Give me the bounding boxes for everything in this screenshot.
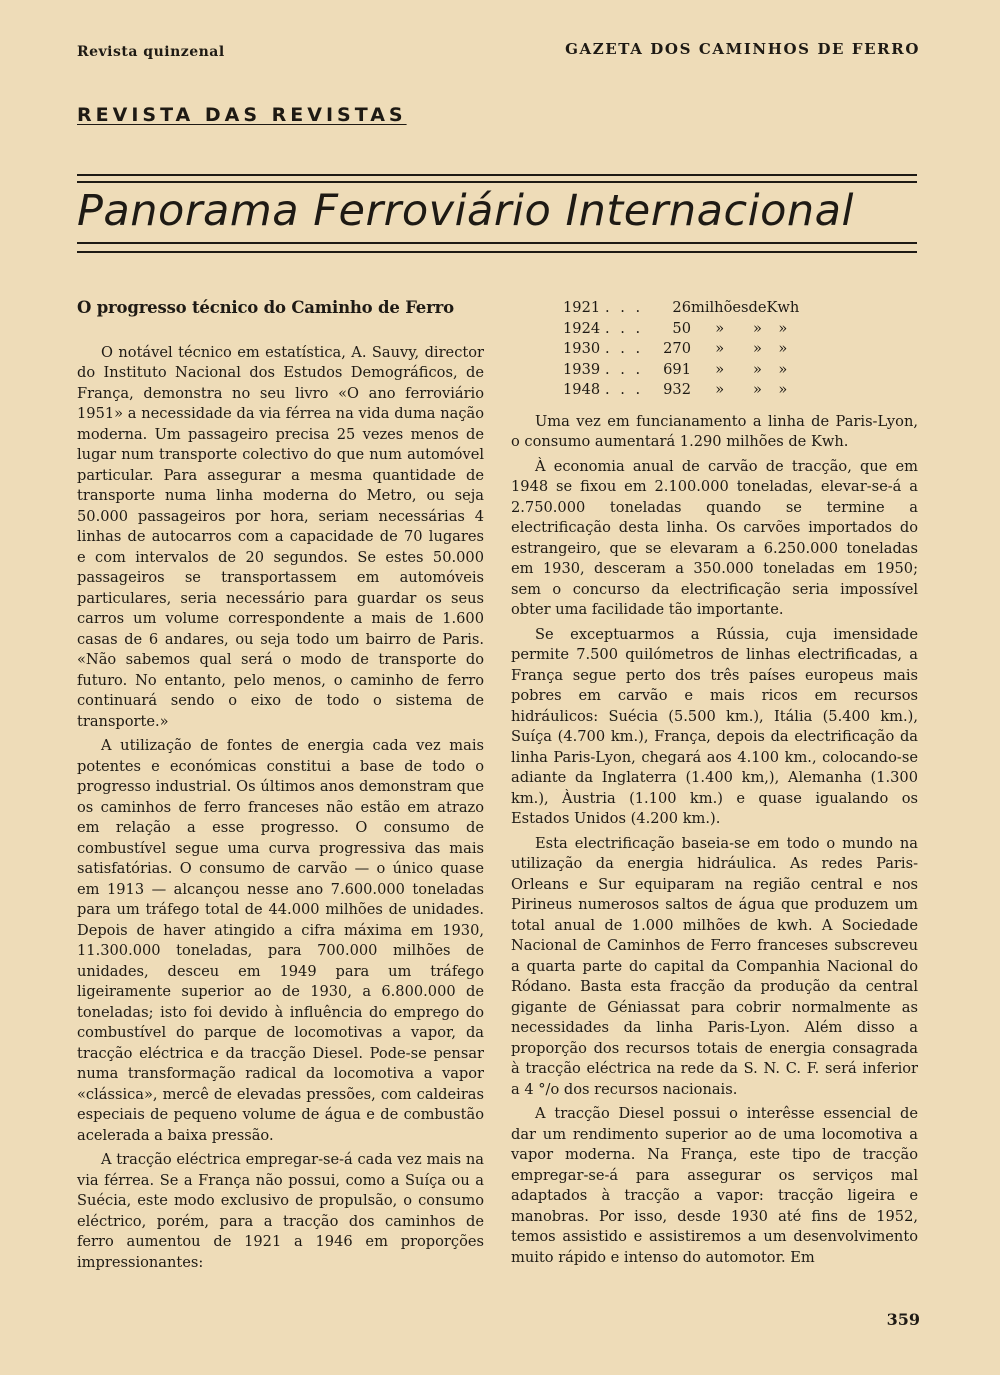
left-column	[77, 298, 484, 1277]
consumption-table	[563, 298, 799, 401]
year-cell: 1939	[563, 360, 601, 378]
paragraph: O notável técnico em estatística, A. Sauvy, director do Instituto Nacional dos Estudos Demográficos, de França, demonstra no seu livro «O ano ferroviário 1951» a necessidade da via férrea na vida duma nação moderna. Um passageiro precisa 25 vezes menos de lugar num transporte colectivo do que num automóvel particular. Para assegurar a mesma quantidade de transporte numa linha moderna do Metro, ou seja 50.000 passageiros por hora, seriam necessárias 4 linhas de autocarros com a capacidade de 70 lugares e com intervalos de 20 segundos. Se estes 50.000 passageiros se transportassem em automóveis particulares, seria necessário para guardar os seus carros um volume correspondente a mais de 1.600 casas de 6 andares, ou seja todo um bairro de Paris. «Não sabemos qual será o modo de transporte do futuro. No entanto, pelo menos, o caminho de ferro continuará sendo o eixo de todo o sistema de transporte.»	[77, 343, 484, 730]
unit-cell: »	[753, 340, 762, 357]
title-rule-top-1	[77, 174, 917, 176]
unit-cell: »	[778, 340, 788, 357]
unit-cell: »	[715, 319, 725, 337]
leader-dots: . . .	[605, 340, 644, 357]
value-cell: 691	[663, 360, 691, 378]
unit-cell: »	[778, 360, 788, 378]
article-subtitle: O progresso técnico do Caminho de Ferro	[77, 298, 454, 317]
unit-cell: »	[753, 319, 762, 337]
year-cell: 1921	[563, 299, 601, 316]
header-right: GAZETA DOS CAMINHOS DE FERRO	[565, 40, 920, 58]
page-number: 359	[886, 1310, 920, 1329]
value-cell: 270	[663, 340, 691, 357]
right-column	[511, 298, 918, 1272]
year-cell: 1948	[563, 381, 601, 398]
title-rule-bottom-1	[77, 242, 917, 244]
table-row	[563, 360, 799, 381]
value-cell: 26	[672, 299, 691, 316]
unit-cell: »	[753, 360, 762, 378]
leader-dots: . . .	[605, 381, 644, 398]
article-title: Panorama Ferroviário Internacional	[77, 186, 854, 236]
leader-dots: . . .	[605, 299, 644, 316]
paragraph: A tracção eléctrica empregar-se-á cada vez mais na via férrea. Se a França não possui, como a Suíça ou a Suécia, este modo exclusivo de propulsão, o consumo eléctrico, porém, para a tracção dos caminhos de ferro aumentou de 1921 a 1946 em proporções impressionantes:	[77, 1151, 484, 1271]
unit-cell: »	[753, 381, 762, 398]
unit-cell: de	[748, 299, 767, 316]
paragraph: Uma vez em funcianamento a linha de Paris-Lyon, o consumo aumentará 1.290 milhões de Kwh.	[511, 412, 918, 450]
value-cell: 50	[672, 319, 691, 337]
paragraph: A tracção Diesel possui o interêsse essencial de dar um rendimento superior ao de uma locomotiva a vapor moderna. Na França, este tipo de tracção empregar-se-á para assegurar os serviços mal adaptados à tracção a vapor: tracção ligeira e manobras. Por isso, desde 1930 até fins de 1952, temos assistido e assistiremos a um desenvolvimento muito rápido e intenso do automotor. Em	[511, 1105, 918, 1266]
paragraph: A utilização de fontes de energia cada vez mais potentes e económicas constitui a base de todo o progresso industrial. Os últimos anos demonstram que os caminhos de ferro franceses não estão em atrazo em relação a esse progresso. O consumo de combustível segue uma curva progressiva das mais satisfatórias. O consumo de carvão — o único quase em 1913 — alcançou nesse ano 7.600.000 toneladas para um tráfego total de 44.000 milhões de unidades. Depois de haver atingido a cifra máxima em 1930, 11.300.000 toneladas, para 700.000 milhões de unidades, desceu em 1949 para um tráfego ligeiramente superior ao de 1930, a 6.800.000 de toneladas; isto foi devido à influência do emprego do combustível do parque de locomotivas a vapor, da tracção eléctrica e da tracção Diesel. Pode-se pensar numa transformação radical da locomotiva a vapor «clássica», mercê de elevadas pressões, com caldeiras especiais de pequeno volume de água e de combustão acelerada a baixa pressão.	[77, 737, 484, 1144]
unit-cell: »	[715, 381, 725, 398]
section-title: REVISTA DAS REVISTAS	[77, 104, 407, 126]
unit-cell: »	[778, 319, 788, 337]
table-row	[563, 339, 799, 360]
year-cell: 1924	[563, 319, 601, 337]
title-rule-top-2	[77, 181, 917, 183]
table-row	[563, 319, 799, 340]
value-cell: 932	[663, 381, 691, 398]
paragraph: Esta electrificação baseia-se em todo o mundo na utilização da energia hidráulica. As redes Paris-Orleans e Sur equiparam na região central e nos Pirineus numerosos saltos de água que produzem um total anual de 1.000 milhões de kwh. A Sociedade Nacional de Caminhos de Ferro franceses subscreveu a quarta parte do capital da Companhia Nacional do Ródano. Basta esta fracção da produção da central gigante de Géniassat para cobrir normalmente as necessidades da linha Paris-Lyon. Além disso a proporção dos recursos totais de energia consagrada à tracção eléctrica na rede da S. N. C. F. será inferior a 4 °/o dos recursos nacionais.	[511, 834, 918, 1098]
unit-cell: Kwh	[766, 299, 800, 316]
paragraph: À economia anual de carvão de tracção, que em 1948 se fixou em 2.100.000 toneladas, elevar-se-á a 2.750.000 toneladas quando se termine a electrificação desta linha. Os carvões importados do estrangeiro, que se elevaram a 6.250.000 toneladas em 1930, desceram a 350.000 toneladas em 1950; sem o concurso da electrificação seria impossível obter uma facilidade tão importante.	[511, 457, 918, 618]
unit-cell: »	[715, 360, 725, 378]
unit-cell: »	[778, 381, 788, 398]
leader-dots: . . .	[605, 360, 644, 378]
table-row	[563, 380, 799, 401]
header-left: Revista quinzenal	[77, 44, 225, 60]
year-cell: 1930	[563, 340, 601, 357]
paragraph: Se exceptuarmos a Rússia, cuja imensidade permite 7.500 quilómetros de linhas electrificadas, a França segue perto dos três países europeus mais pobres em carvão e mais ricos em recursos hidráulicos: Suécia (5.500 km.), Itália (5.400 km.), Suíça (4.700 km.), França, depois da electrificação da linha Paris-Lyon, chegará aos 4.100 km., colocando-se adiante da Inglaterra (1.400 km,), Alemanha (1.300 km.), Àustria (1.100 km.) e quase igualando os Estados Unidos (4.200 km.).	[511, 625, 918, 827]
table-row	[563, 298, 799, 319]
title-rule-bottom-2	[77, 251, 917, 253]
unit-cell: »	[715, 340, 725, 357]
unit-cell: milhões	[691, 299, 749, 316]
leader-dots: . . .	[605, 319, 644, 337]
